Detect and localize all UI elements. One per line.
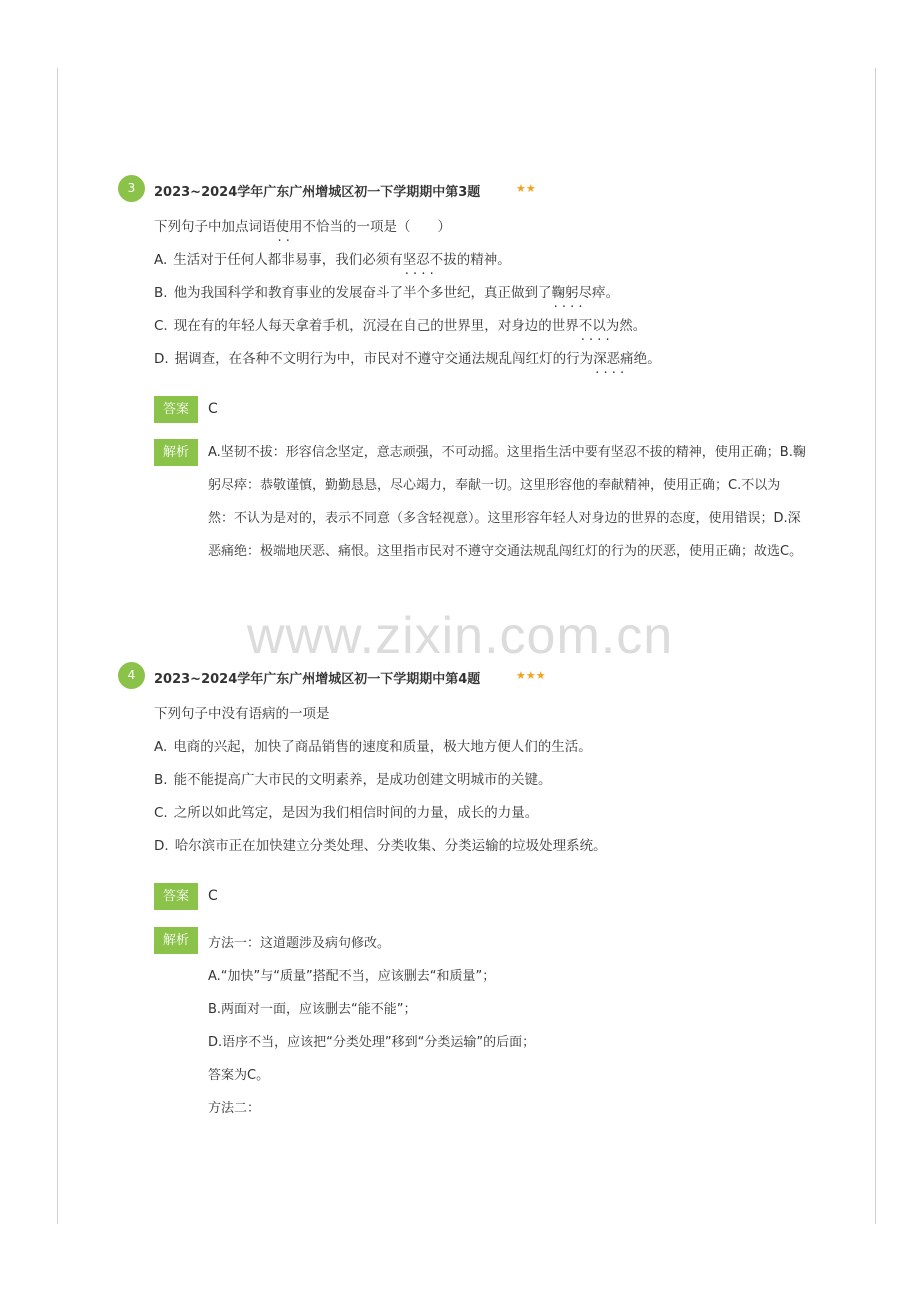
option-d[interactable]: D. 哈尔滨市正在加快建立分类处理、分类收集、分类运输的垃圾处理系统。 — [154, 838, 607, 854]
question-3 — [118, 175, 818, 559]
option-c[interactable]: C. 现在有的年轻人每天拿着手机，沉浸在自己的世界里，对身边的世界不以为然 · ·。 — [154, 314, 646, 334]
watermark: www.zixin.com.cn — [246, 607, 674, 665]
question-4 — [118, 662, 818, 1116]
question-4-header — [118, 662, 818, 692]
question-stem: 下列句子中没有语病的一项是 — [154, 706, 330, 722]
dotted-word: 使用 · · — [276, 219, 303, 235]
dotted-word: 深恶痛绝 · · — [593, 351, 647, 367]
dotted-word: 鞠躬尽瘁 · · — [552, 285, 606, 301]
option-c[interactable]: C. 之所以如此笃定，是因为我们相信时间的力量，成长的力量。 — [154, 805, 539, 821]
question-number-badge: 3 — [118, 175, 145, 202]
question-number-badge: 4 — [118, 662, 145, 689]
answer-value: C — [208, 888, 218, 904]
explanation-line: 答案为C。 — [208, 1068, 270, 1083]
answer-tag: 答案 — [154, 396, 198, 423]
option-a[interactable]: A. 电商的兴起，加快了商品销售的速度和质量，极大地方便人们的生活。 — [154, 739, 592, 755]
explanation-line: 方法二： — [208, 1101, 261, 1116]
question-stem: 下列句子中加点词语使用 · ·不恰当的一项是（ ） — [154, 215, 451, 235]
option-a[interactable]: A. 生活对于任何人都非易事，我们必须有坚忍不拔 · ·的精神。 — [154, 248, 511, 268]
explanation-tag: 解析 — [154, 439, 198, 466]
explanation-line: A.“加快”与“质量”搭配不当，应该删去“和质量”； — [208, 969, 496, 984]
explanation-line: D.语序不当，应该把“分类处理”移到“分类运输”的后面； — [208, 1035, 536, 1050]
explanation-line: B.两面对一面，应该删去“能不能”； — [208, 1002, 417, 1017]
difficulty-stars: ★★★ — [516, 669, 546, 682]
difficulty-stars: ★★ — [516, 182, 536, 195]
explanation-text: A.坚韧不拔：形容信念坚定，意志顽强，不可动摇。这里指生活中要有坚忍不拔的精神，使用正确；B.鞠躬尽瘁：恭敬谨慎，勤勤恳恳，尽心竭力，奉献一切。这里形容他的奉献精神，使用正确；C.不以为然：不认为是对的，表示不同意（多含轻视意）。这里形容年轻人对身边的世界的态度，使用错误；D.深恶痛绝：极端地厌恶、痛恨。这里指市民对不遵守交通法规乱闯红灯的行为的厌恶，使用正确；故选C。 — [208, 445, 806, 559]
dotted-word: 不以为然 · · — [579, 318, 633, 334]
answer-tag: 答案 — [154, 883, 198, 910]
question-3-header — [118, 175, 818, 205]
option-d[interactable]: D. 据调查，在各种不文明行为中，市民对不遵守交通法规乱闯红灯的行为深恶痛绝 · ·。 — [154, 347, 661, 367]
explanation-tag: 解析 — [154, 927, 198, 954]
dotted-word: 坚忍不拔 · · — [403, 252, 457, 268]
question-source-title: 2023~2024学年广东广州增城区初一下学期期中第3题 — [154, 185, 481, 200]
explanation-line: 方法一：这道题涉及病句修改。 — [208, 936, 391, 951]
question-source-title: 2023~2024学年广东广州增城区初一下学期期中第4题 — [154, 672, 481, 687]
option-b[interactable]: B. 能不能提高广大市民的文明素养，是成功创建文明城市的关键。 — [154, 772, 552, 788]
answer-value: C — [208, 401, 218, 417]
option-b[interactable]: B. 他为我国科学和教育事业的发展奋斗了半个多世纪，真正做到了鞠躬尽瘁 · ·。 — [154, 281, 619, 301]
